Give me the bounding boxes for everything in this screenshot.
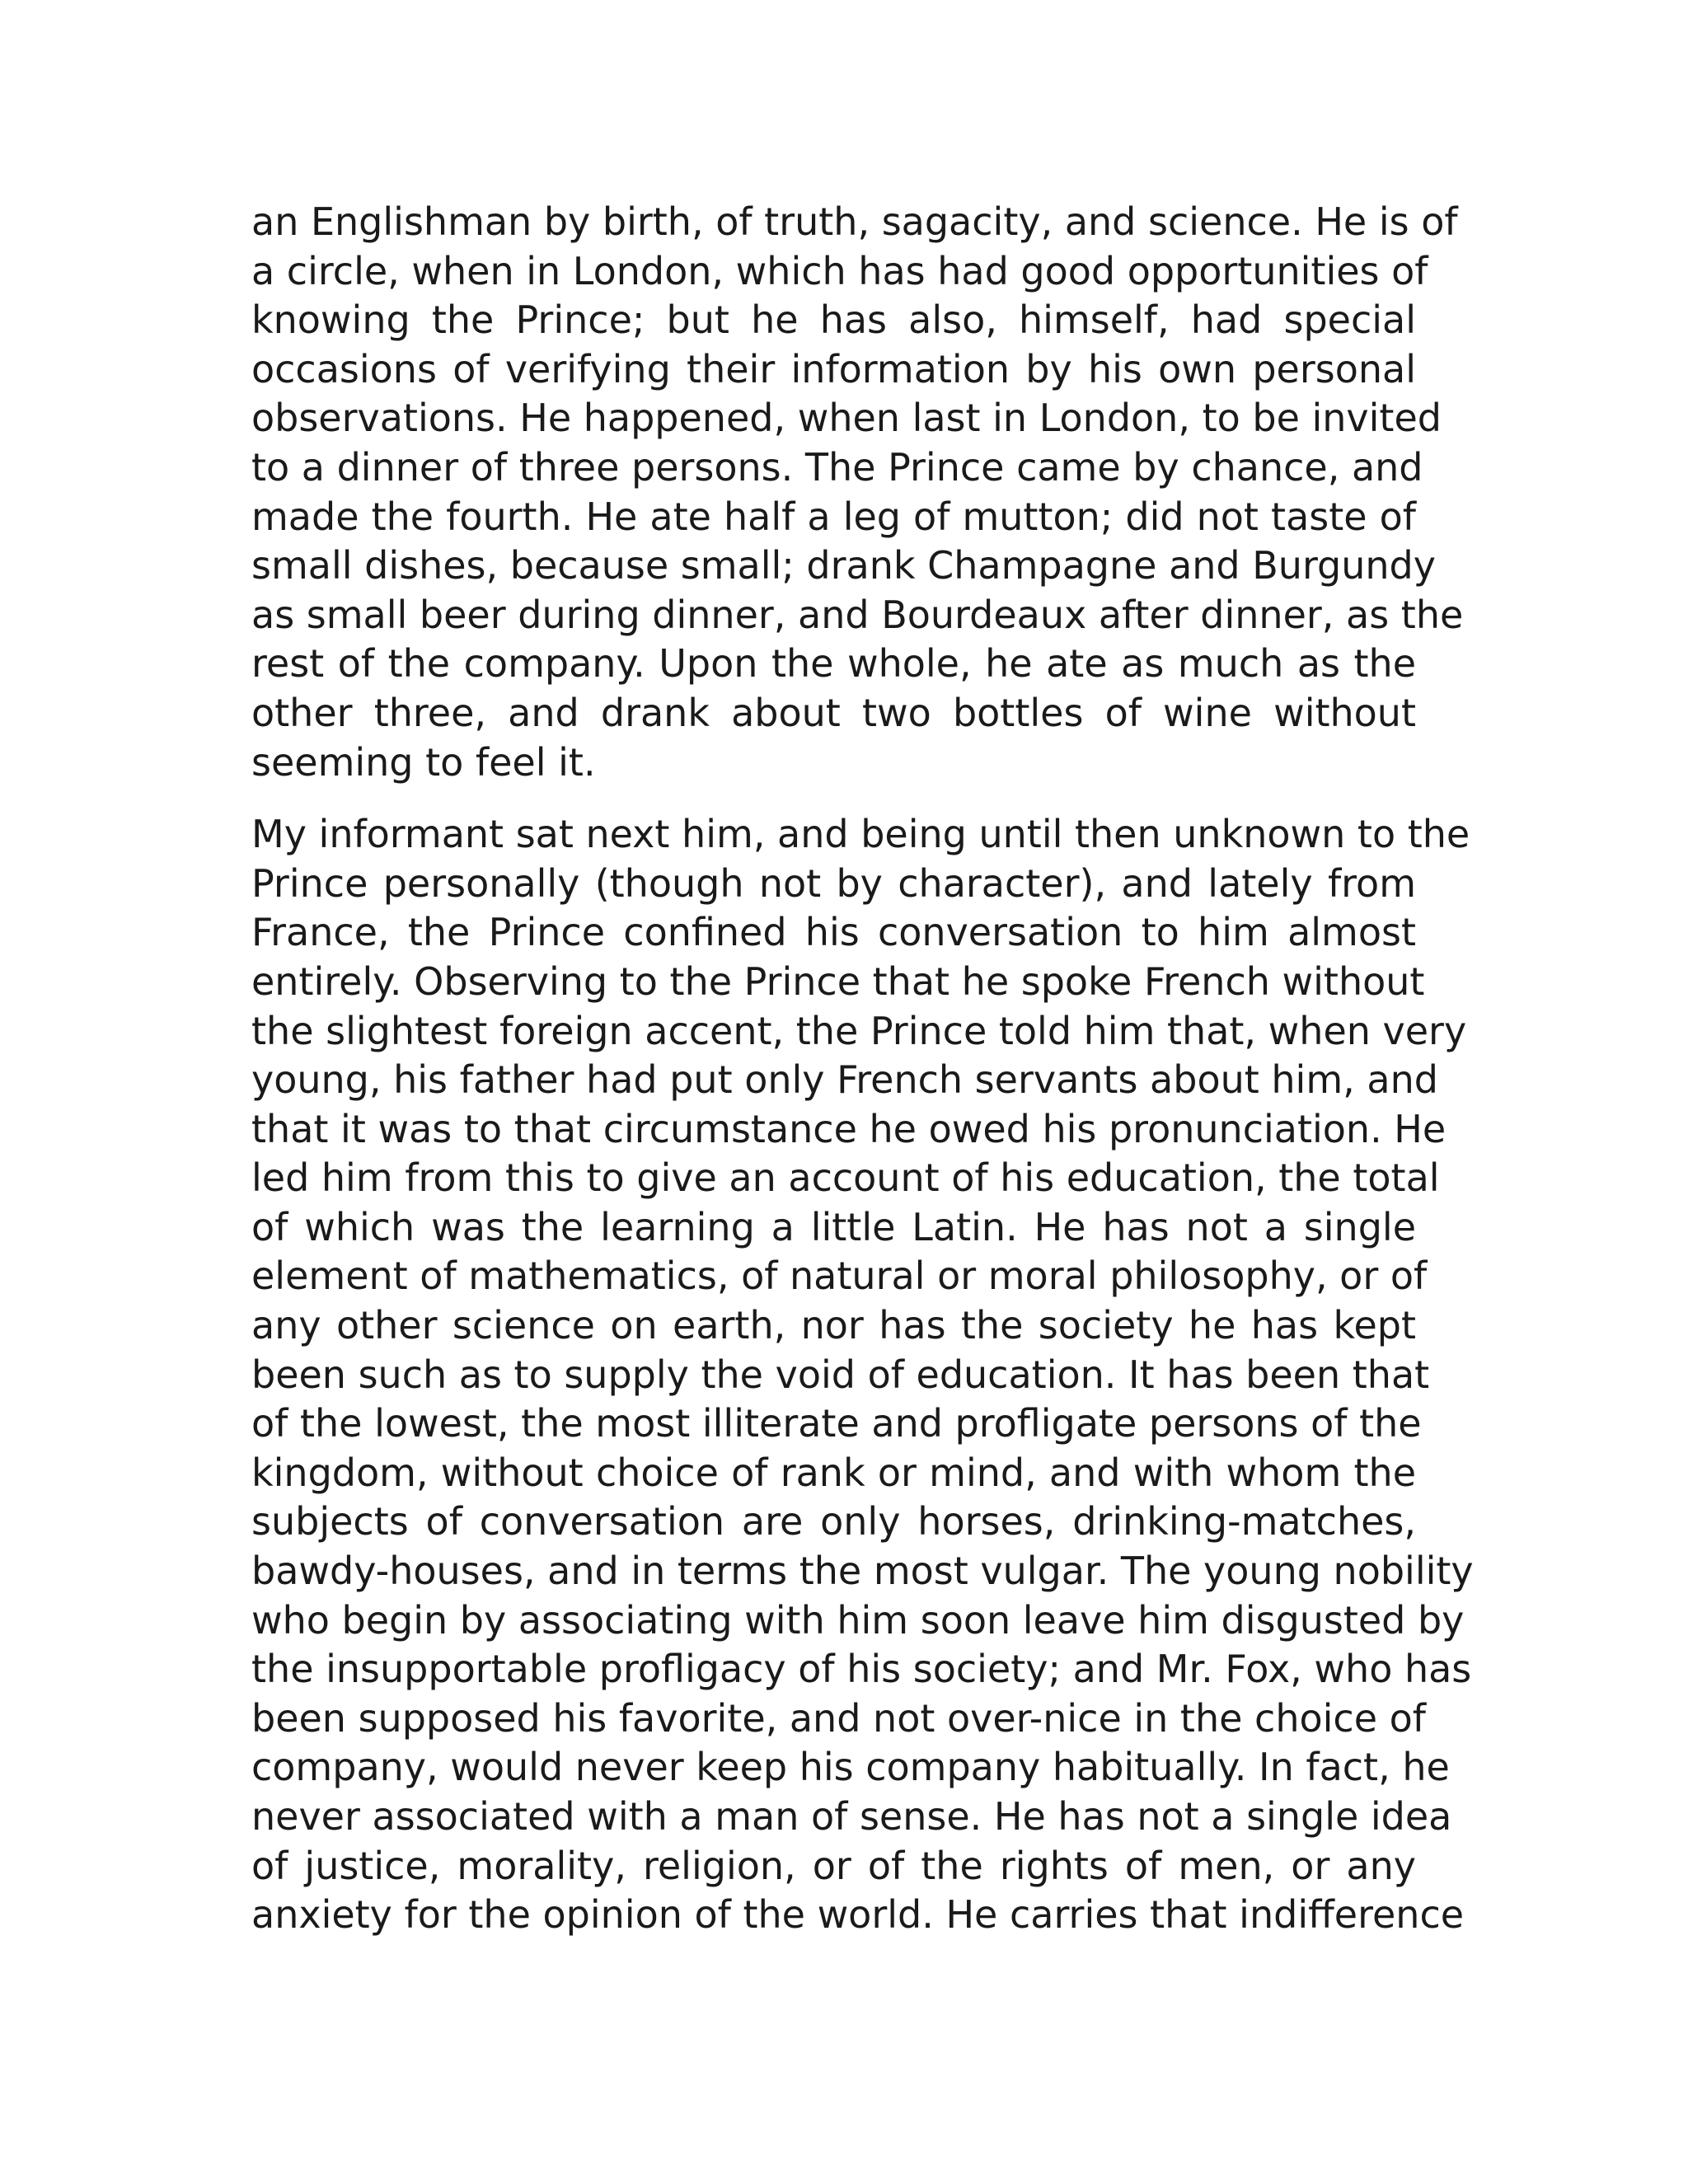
text-line: kingdom, without choice of rank or mind, and with whom the: [251, 1450, 1416, 1495]
text-line: knowing the Prince; but he has also, himself, had special: [251, 298, 1416, 343]
paragraph-1: [251, 198, 1464, 787]
text-line: small dishes, because small; drank Champagne and Burgundy: [251, 543, 1436, 588]
text-line: company, would never keep his company habitually. In fact, he: [251, 1745, 1450, 1790]
text-line: bawdy-houses, and in terms the most vulgar. The young nobility: [251, 1549, 1474, 1594]
text-line: a circle, when in London, which has had good opportunities of: [251, 248, 1428, 293]
text-line: observations. He happened, when last in London, to be invited: [251, 396, 1442, 441]
text-line: Prince personally (though not by character), and lately from: [251, 860, 1416, 906]
text-line: an Englishman by birth, of truth, sagacity, and science. He is of: [251, 199, 1458, 244]
text-line: who begin by associating with him soon leave him disgusted by: [251, 1597, 1465, 1643]
text-line: France, the Prince confined his conversation to him almost: [251, 910, 1416, 955]
text-line: to a dinner of three persons. The Prince came by chance, and: [251, 444, 1423, 490]
text-line: occasions of verifying their information by his own personal: [251, 346, 1416, 391]
text-line: the insupportable profligacy of his society; and Mr. Fox, who has: [251, 1647, 1472, 1692]
text-line: led him from this to give an account of his education, the total: [251, 1155, 1440, 1201]
text-line: any other science on earth, nor has the society he has kept: [251, 1303, 1416, 1348]
text-line: never associated with a man of sense. He has not a single idea: [251, 1794, 1452, 1839]
text-line: seeming to feel it.: [251, 739, 596, 785]
text-line: been supposed his favorite, and not over-nice in the choice of: [251, 1695, 1426, 1741]
text-line: anxiety for the opinion of the world. He carries that indifference: [251, 1892, 1465, 1938]
text-line: of justice, morality, religion, or of the rights of men, or any: [251, 1843, 1416, 1888]
text-line: the slightest foreign accent, the Prince told him that, when very: [251, 1008, 1467, 1053]
text-line: entirely. Observing to the Prince that he spoke French without: [251, 958, 1425, 1004]
text-line: of the lowest, the most illiterate and profligate persons of the: [251, 1401, 1422, 1446]
paragraph-2: [251, 810, 1474, 1940]
text-line: other three, and drank about two bottles of wine without: [251, 690, 1416, 735]
body-text: [251, 198, 1474, 1940]
text-line: rest of the company. Upon the whole, he ate as much as the: [251, 641, 1416, 687]
text-line: been such as to supply the void of education. It has been that: [251, 1352, 1430, 1397]
text-line: of which was the learning a little Latin. He has not a single: [251, 1204, 1416, 1249]
text-line: element of mathematics, of natural or moral philosophy, or of: [251, 1254, 1428, 1299]
text-line: My informant sat next him, and being until then unknown to the: [251, 812, 1470, 857]
text-line: that it was to that circumstance he owed his pronunciation. He: [251, 1106, 1447, 1151]
text-line: as small beer during dinner, and Bourdeaux after dinner, as the: [251, 592, 1464, 637]
text-line: subjects of conversation are only horses, drinking-matches,: [251, 1499, 1416, 1544]
text-line: made the fourth. He ate half a leg of mutton; did not taste of: [251, 494, 1416, 539]
text-line: young, his father had put only French servants about him, and: [251, 1057, 1438, 1103]
